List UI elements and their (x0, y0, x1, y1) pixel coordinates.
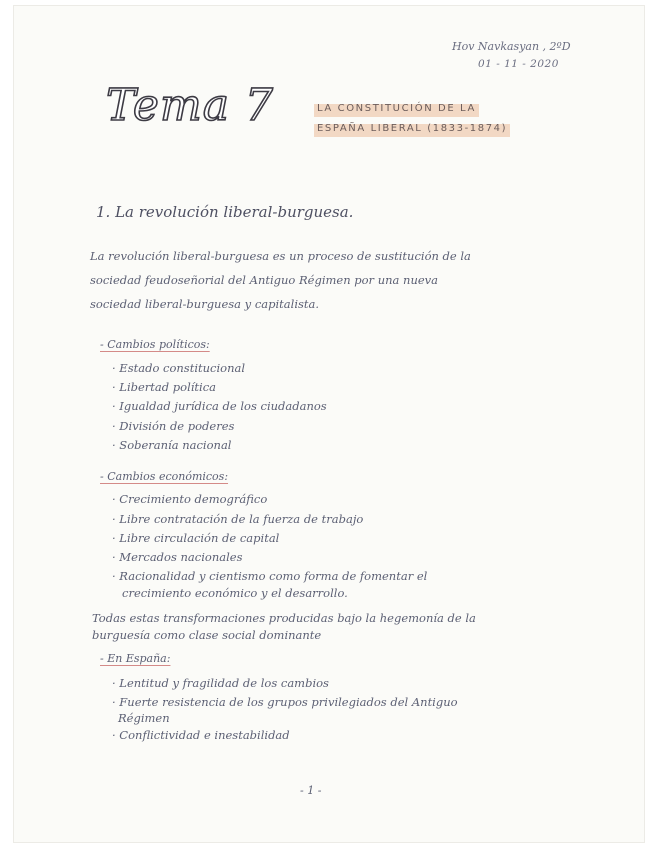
intro-line: sociedad feudoseñorial del Antiguo Régimen por una nueva (90, 273, 439, 287)
economic-item: · Libre contratación de la fuerza de trabajo (112, 512, 364, 526)
political-changes-heading: - Cambios políticos: (100, 338, 210, 351)
page-number: - 1 - (300, 784, 322, 797)
economic-changes-heading: - Cambios económicos: (100, 470, 229, 483)
economic-item: · Mercados nacionales (112, 550, 243, 564)
theme-title-line-2: ESPAÑA LIBERAL (1833-1874) (314, 119, 510, 139)
theme-title (314, 99, 510, 139)
political-item: · Libertad política (112, 380, 217, 394)
spain-item: · Fuerte resistencia de los grupos privilegiados del Antiguo (112, 695, 458, 709)
spain-item-continued: Régimen (118, 711, 170, 725)
date: 01 - 11 - 2020 (478, 58, 559, 70)
tema-heading: Tema 7 (106, 80, 274, 131)
economic-item: · Crecimiento demográfico (112, 492, 268, 506)
political-item: · Estado constitucional (112, 361, 246, 375)
theme-title-line-1: LA CONSTITUCIÓN DE LA (314, 99, 479, 119)
intro-line: La revolución liberal-burguesa es un proceso de sustitución de la (90, 249, 471, 263)
spain-item: · Lentitud y fragilidad de los cambios (112, 676, 329, 690)
political-item: · División de poderes (112, 419, 235, 433)
economic-item-continued: crecimiento económico y el desarrollo. (122, 586, 348, 600)
spain-item: · Conflictividad e inestabilidad (112, 728, 290, 742)
political-item: · Igualdad jurídica de los ciudadanos (112, 399, 327, 413)
author-name: Hov Navkasyan , 2ºD (452, 40, 571, 53)
intro-line: sociedad liberal-burguesa y capitalista. (90, 297, 320, 311)
economic-item: · Racionalidad y cientismo como forma de fomentar el (112, 569, 428, 583)
political-item: · Soberanía nacional (112, 438, 232, 452)
economic-item: · Libre circulación de capital (112, 531, 280, 545)
conclusion-line: Todas estas transformaciones producidas bajo la hegemonía de la (92, 611, 476, 625)
section-title: 1. La revolución liberal-burguesa. (96, 203, 354, 221)
conclusion-line: burguesía como clase social dominante (92, 628, 322, 642)
spain-heading: - En España: (100, 652, 171, 665)
